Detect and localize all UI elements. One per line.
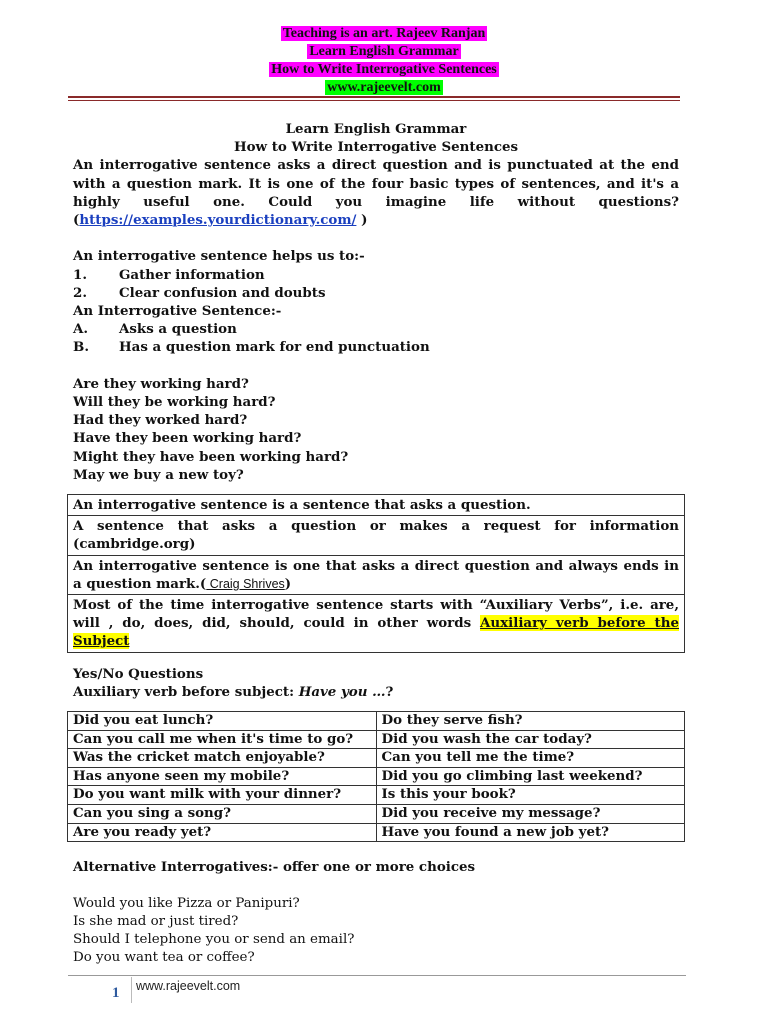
list-item: [73, 284, 679, 302]
list-marker: B.: [73, 339, 89, 356]
intro-text: An interrogative sentence asks a direct question and is punctuated at the end with a question mark. It is one of the four basic types of sentences, and it's a highly useful one. Could you imagine life without questions? (: [73, 157, 679, 229]
page-header: [0, 25, 768, 97]
example-sentence: Might they have been working hard?: [73, 448, 349, 465]
list-marker: 1.: [73, 266, 87, 283]
source-credit: Craig Shrives: [206, 576, 285, 591]
intro-paragraph: [73, 156, 679, 229]
list-item: [73, 266, 679, 284]
example-sentence: May we buy a new toy?: [73, 466, 244, 483]
subheading-end: ?: [385, 683, 394, 700]
alternative-example: Should I telephone you or send an email?: [73, 932, 355, 948]
example-sentence: Have they been working hard?: [73, 430, 302, 447]
table-row: [68, 495, 685, 516]
definition-text: Most of the time interrogative sentence starts with “Auxiliary Verbs”, i.e. are, will , do, does, did, should, could in other words: [73, 597, 679, 632]
header-line-1: Teaching is an art. Rajeev Ranjan: [282, 26, 486, 41]
question-cell: Did you go climbing last weekend?: [376, 767, 685, 786]
header-rule-thin: [68, 100, 680, 101]
doc-title-2: How to Write Interrogative Sentences: [233, 139, 519, 156]
alternative-example: Do you want tea or coffee?: [73, 950, 255, 966]
list-item: [73, 320, 679, 338]
header-line-3: How to Write Interrogative Sentences: [271, 62, 497, 77]
definition-cell: [68, 595, 685, 653]
source-link[interactable]: https://examples.yourdictionary.com/: [79, 212, 357, 229]
table-row: [68, 712, 685, 731]
table-row: [68, 595, 685, 653]
definition-cell: A sentence that asks a question or makes a request for information (cambridge.org): [68, 516, 685, 555]
table-row: [68, 805, 685, 824]
question-cell: Do you want milk with your dinner?: [68, 786, 377, 805]
table-row: [68, 786, 685, 805]
subheading-text: Auxiliary verb before subject:: [73, 683, 299, 700]
subheading-italic: Have you …: [298, 683, 386, 700]
question-cell: Did you receive my message?: [376, 805, 685, 824]
table-row: [68, 823, 685, 842]
question-cell: Have you found a new job yet?: [376, 823, 685, 842]
list-text: Asks a question: [119, 321, 237, 338]
question-cell: Was the cricket match enjoyable?: [68, 749, 377, 768]
features-heading: An Interrogative Sentence:-: [73, 303, 282, 320]
table-row: [68, 767, 685, 786]
yesno-subheading: [73, 683, 679, 701]
question-cell: Are you ready yet?: [68, 823, 377, 842]
yesno-questions-table: [67, 711, 685, 842]
list-text: Has a question mark for end punctuation: [119, 339, 430, 356]
intro-close: ): [356, 212, 368, 229]
helps-heading: An interrogative sentence helps us to:-: [73, 248, 365, 265]
list-text: Clear confusion and doubts: [119, 284, 326, 301]
header-rule-thick: [68, 96, 680, 98]
definitions-table: [67, 494, 685, 653]
alternative-example: Would you like Pizza or Panipuri?: [73, 895, 300, 911]
alternative-example: Is she mad or just tired?: [73, 913, 239, 929]
header-website: www.rajeevelt.com: [327, 80, 441, 95]
table-row: [68, 555, 685, 594]
document-body: [73, 120, 679, 967]
list-marker: A.: [73, 321, 89, 338]
definition-cell: [68, 555, 685, 594]
question-cell: Has anyone seen my mobile?: [68, 767, 377, 786]
doc-title-1: Learn English Grammar: [285, 121, 467, 137]
footer-website: www.rajeevelt.com: [136, 979, 241, 993]
question-cell: Is this your book?: [376, 786, 685, 805]
question-cell: Did you wash the car today?: [376, 730, 685, 749]
definition-close: ): [284, 575, 292, 592]
highlighted-rule: Auxiliary verb before the Subject: [73, 615, 679, 650]
footer-rule: [68, 975, 686, 976]
footer-separator: [131, 977, 132, 1003]
example-sentence: Will they be working hard?: [73, 394, 276, 411]
table-row: [68, 516, 685, 555]
example-sentence: Had they worked hard?: [73, 412, 248, 429]
list-marker: 2.: [73, 284, 87, 301]
question-cell: Can you tell me the time?: [376, 749, 685, 768]
question-cell: Did you eat lunch?: [68, 712, 377, 731]
definition-text: An interrogative sentence is one that asks a direct question and always ends in a question mark.(: [73, 557, 679, 592]
list-text: Gather information: [119, 266, 265, 283]
definition-cell: An interrogative sentence is a sentence that asks a question.: [68, 495, 685, 516]
table-row: [68, 749, 685, 768]
table-row: [68, 730, 685, 749]
alternative-heading: Alternative Interrogatives:- offer one or more choices: [73, 859, 476, 876]
header-line-2: Learn English Grammar: [309, 44, 459, 59]
list-item: [73, 338, 679, 356]
question-cell: Can you call me when it's time to go?: [68, 730, 377, 749]
example-sentence: Are they working hard?: [73, 375, 249, 392]
page-number: 1: [112, 985, 120, 1001]
question-cell: Do they serve fish?: [376, 712, 685, 731]
question-cell: Can you sing a song?: [68, 805, 377, 824]
yesno-heading: Yes/No Questions: [73, 665, 204, 682]
